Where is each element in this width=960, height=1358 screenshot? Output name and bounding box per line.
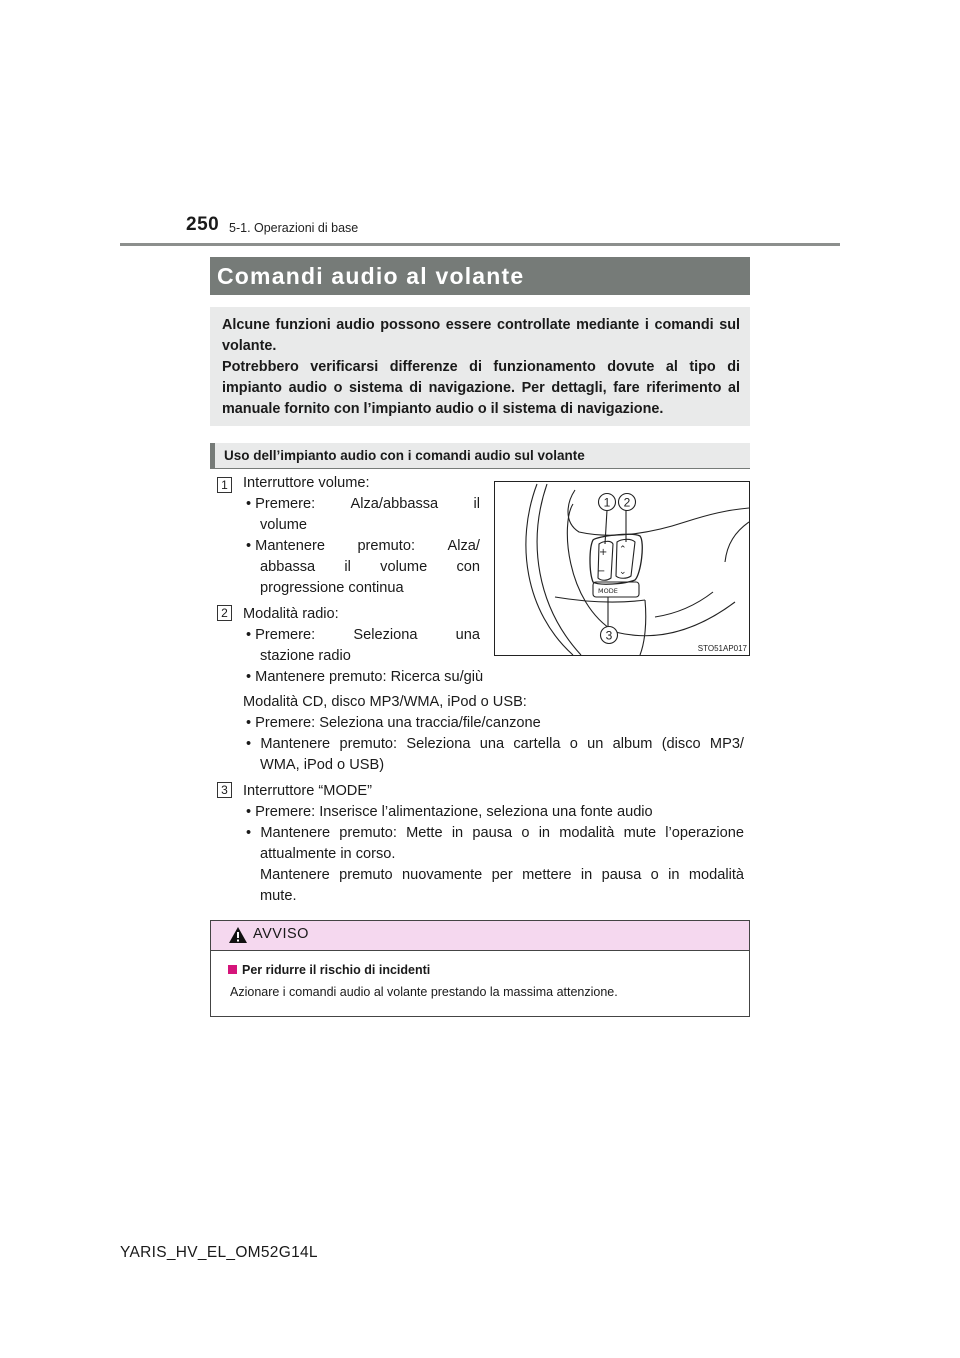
word: abbassa bbox=[260, 559, 316, 575]
word: il bbox=[473, 496, 480, 512]
steering-wheel-illustration bbox=[495, 482, 749, 655]
word: • Mantenere bbox=[246, 538, 325, 554]
item-2-bullet-2: • Mantenere premuto: Ricerca su/giù bbox=[246, 669, 484, 685]
figure-code: STO51AP017 bbox=[697, 644, 747, 653]
intro-box bbox=[210, 307, 750, 426]
item-3-bullet-2: • Mantenere premuto: Mette in pausa o in modalità mute l’operazione bbox=[246, 825, 744, 841]
chevron-up-icon: ⌃ bbox=[619, 545, 627, 555]
item-2-bullet-3: • Premere: Seleziona una traccia/file/canzone bbox=[246, 715, 541, 731]
warning-body: Azionare i comandi audio al volante prestando la massima attenzione. bbox=[230, 985, 618, 999]
plus-icon: + bbox=[599, 547, 608, 558]
item-2-bullet-1-cont: stazione radio bbox=[260, 648, 351, 664]
word: volume bbox=[380, 559, 428, 575]
item-3-bullet-2-cont: attualmente in corso. bbox=[260, 846, 396, 862]
page-number: 250 bbox=[186, 214, 220, 235]
item-1-number: 1 bbox=[217, 477, 232, 493]
item-3-bullet-1: • Premere: Inserisce l’alimentazione, seleziona una fonte audio bbox=[246, 804, 653, 820]
item-2-bullet-1 bbox=[246, 625, 480, 646]
warning-header bbox=[211, 921, 749, 951]
pink-square-icon bbox=[228, 965, 237, 974]
item-1-bullet-2-cont2: progressione continua bbox=[260, 580, 404, 596]
item-3-bullet-2-cont2: Mantenere premuto nuovamente per mettere in pausa o in modalità bbox=[260, 867, 744, 883]
item-3-bullet-2-cont3: mute. bbox=[260, 888, 297, 904]
word: il bbox=[344, 559, 351, 575]
minus-icon: − bbox=[597, 566, 606, 577]
header-rule bbox=[120, 243, 840, 246]
word: una bbox=[455, 627, 480, 643]
intro-paragraph-2: Potrebbero verificarsi differenze di funzionamento dovute al tipo di impianto audio o sistema di navigazione. Per dettagli, fare riferimento al manuale fornito con l’impianto audio o il sistema di navigazione. bbox=[222, 359, 740, 417]
steering-switch-figure bbox=[494, 481, 750, 656]
callout-1: 1 bbox=[603, 495, 611, 510]
item-2-title-2: Modalità CD, disco MP3/WMA, iPod o USB: bbox=[243, 694, 527, 710]
word: Seleziona bbox=[353, 627, 418, 643]
warning-title-text: Per ridurre il rischio di incidenti bbox=[242, 963, 431, 977]
word: • Premere: bbox=[246, 496, 316, 512]
warning-title bbox=[228, 963, 430, 977]
mode-label: MODE bbox=[598, 587, 618, 595]
item-1-title: Interruttore volume: bbox=[243, 475, 370, 491]
word: Alza/ bbox=[447, 538, 480, 554]
footer-code: YARIS_HV_EL_OM52G14L bbox=[120, 1244, 318, 1261]
warning-triangle-icon bbox=[228, 926, 248, 944]
intro-paragraph-1: Alcune funzioni audio possono essere controllate mediante i comandi sul volante. bbox=[222, 317, 740, 354]
item-1-bullet-1-cont: volume bbox=[260, 517, 308, 533]
callout-2: 2 bbox=[623, 495, 631, 510]
page-title: Comandi audio al volante bbox=[210, 257, 750, 295]
item-2-bullet-4: • Mantenere premuto: Seleziona una cartella o un album (disco MP3/ bbox=[246, 736, 744, 752]
callout-3: 3 bbox=[605, 628, 613, 643]
warning-label: AVVISO bbox=[253, 926, 309, 942]
warning-box bbox=[210, 920, 750, 1017]
item-3-number: 3 bbox=[217, 782, 232, 798]
word: Alza/abbassa bbox=[350, 496, 439, 512]
section-title: 5-1. Operazioni di base bbox=[229, 221, 359, 235]
item-1-bullet-1 bbox=[246, 494, 480, 515]
item-1-bullet-2 bbox=[246, 536, 480, 557]
word: • Premere: bbox=[246, 627, 316, 643]
item-3-title: Interruttore “MODE” bbox=[243, 783, 372, 799]
word: premuto: bbox=[357, 538, 416, 554]
chevron-down-icon: ⌄ bbox=[619, 567, 627, 577]
item-2-number: 2 bbox=[217, 605, 232, 621]
item-2-bullet-4-cont: WMA, iPod o USB) bbox=[260, 757, 385, 773]
word: con bbox=[456, 559, 480, 575]
subheading: Uso dell’impianto audio con i comandi audio sul volante bbox=[210, 443, 750, 469]
item-2-title: Modalità radio: bbox=[243, 606, 339, 622]
item-1-bullet-2-cont bbox=[260, 557, 480, 578]
